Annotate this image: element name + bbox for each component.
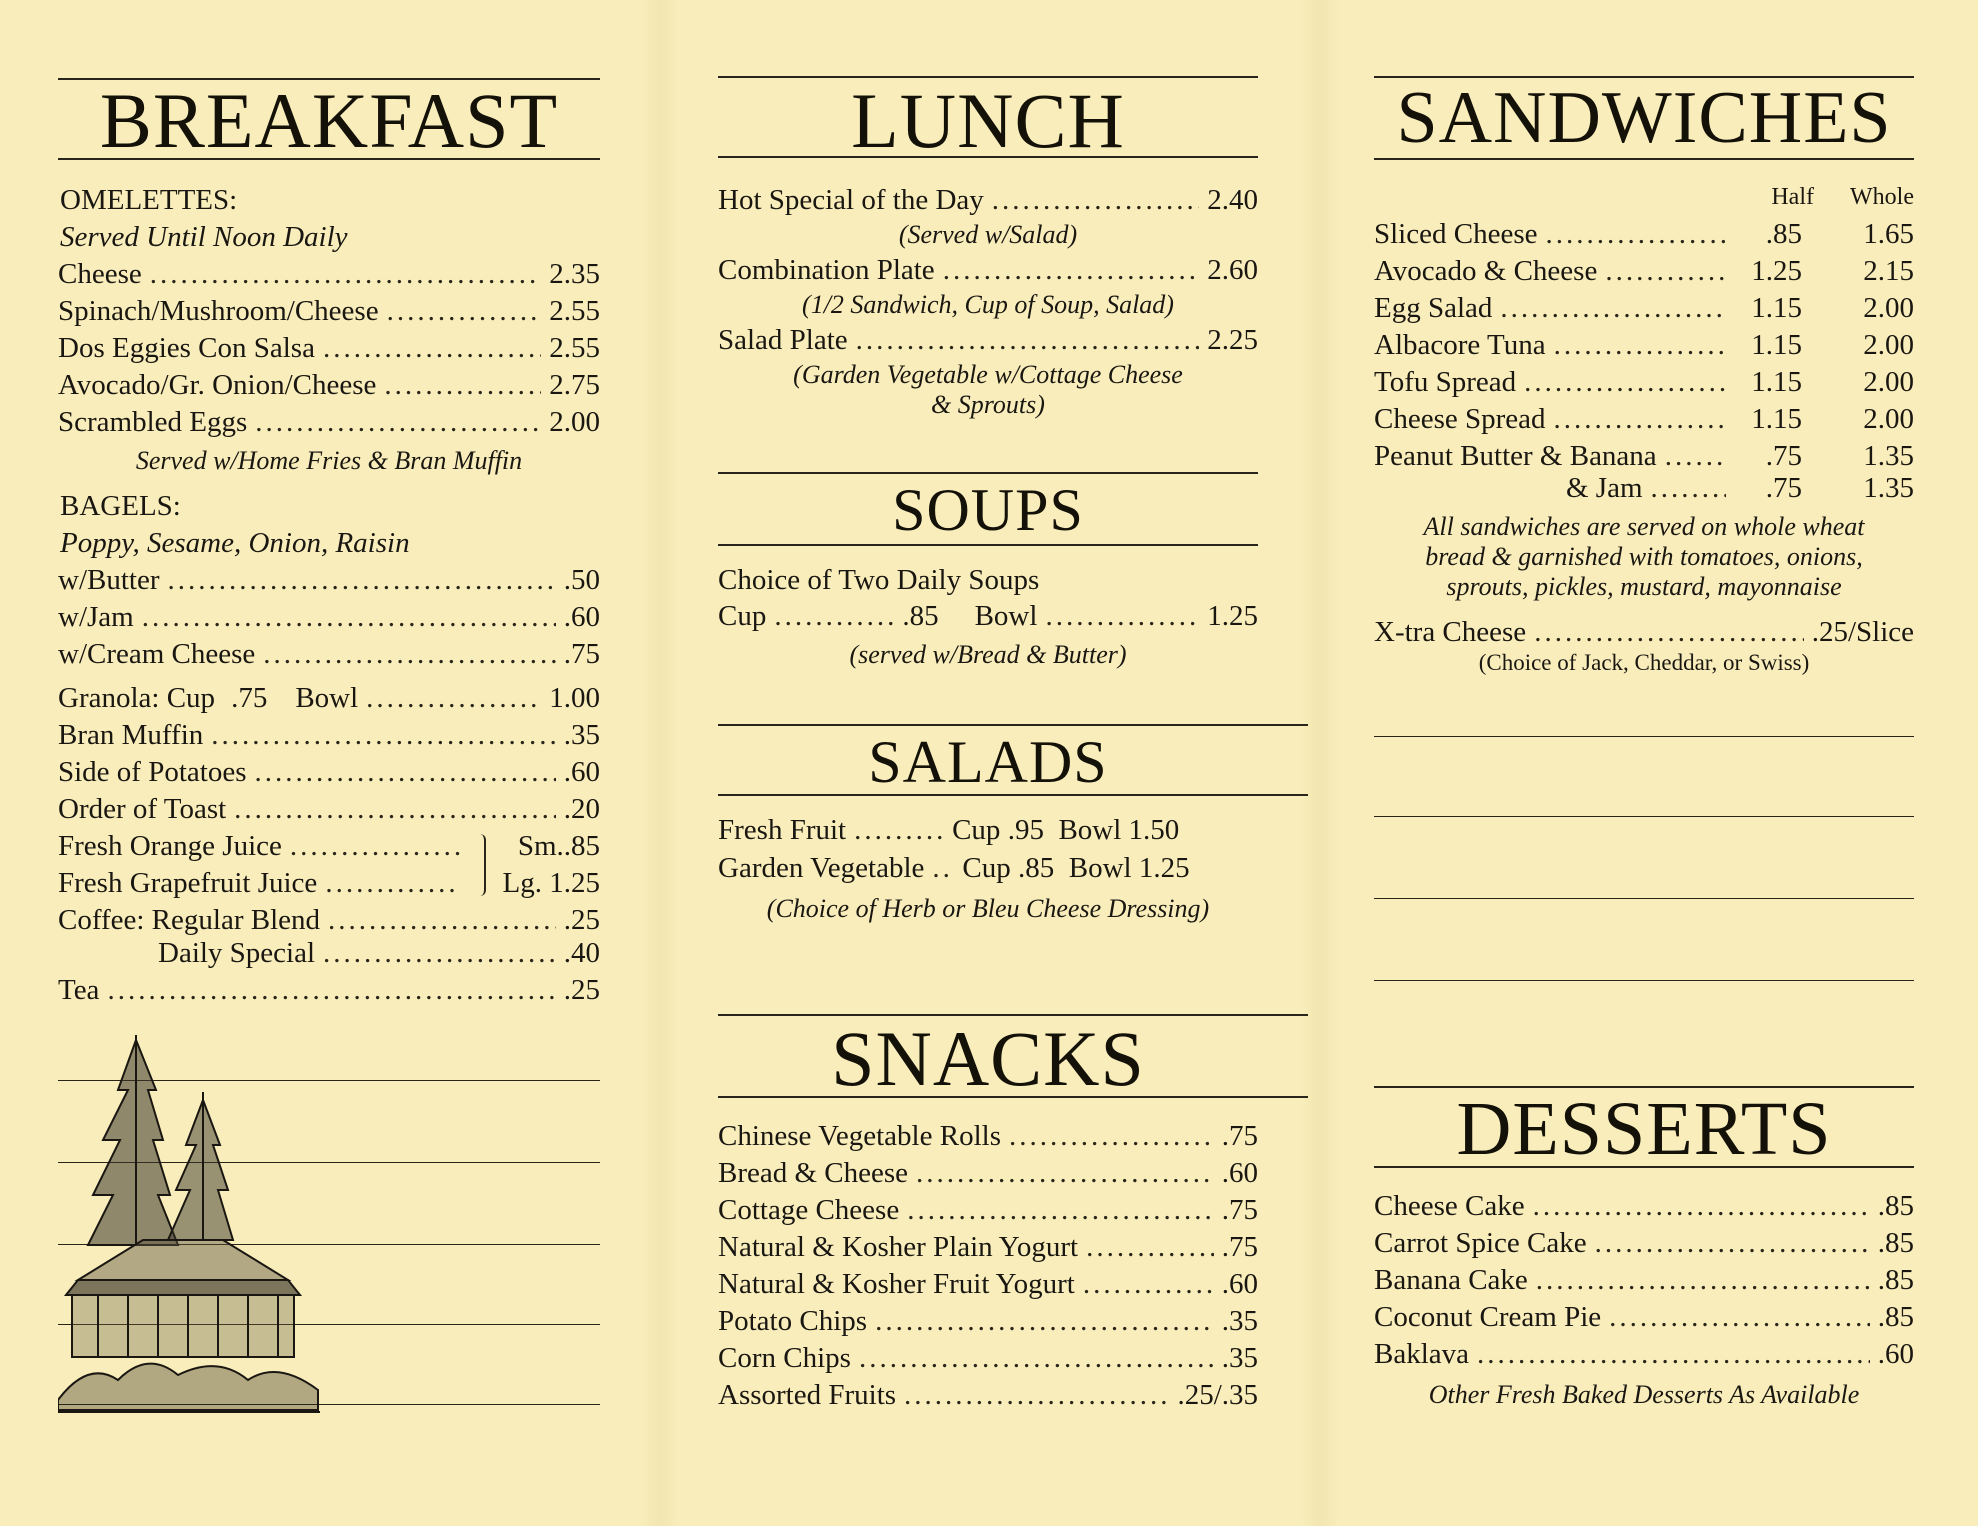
leader-dots: [323, 332, 541, 365]
soups-line: Choice of Two Daily Soups: [718, 564, 1040, 596]
menu-item: [58, 258, 600, 294]
leader-dots: [1534, 616, 1804, 649]
item-name: Fresh Grapefruit Juice: [58, 867, 318, 899]
salads-note: (Choice of Herb or Bleu Cheese Dressing): [766, 894, 1210, 923]
leader-dots: [1651, 472, 1726, 505]
item-price: .75: [1221, 1194, 1258, 1226]
leader-dots: [142, 601, 556, 634]
section-title: BREAKFAST: [99, 77, 559, 164]
juice-item: [58, 830, 468, 866]
leader-dots: [234, 793, 556, 826]
leader-dots: [1009, 1120, 1214, 1153]
whole-price: 2.00: [1863, 366, 1914, 398]
bowl-label: Bowl: [295, 682, 359, 714]
section-title: SNACKS: [831, 1015, 1145, 1102]
item-price: 2.60: [1207, 254, 1258, 286]
item-name: Peanut Butter & Banana: [1374, 440, 1657, 472]
fold-shade: [640, 0, 680, 1526]
cup-label: Cup: [718, 600, 767, 632]
leader-dots: [932, 852, 954, 885]
leader-dots: [907, 1194, 1214, 1227]
item-price: .85: [1877, 1190, 1914, 1222]
sandwich-item: [1374, 329, 1914, 365]
menu-item: [58, 564, 600, 600]
section-title: SANDWICHES: [1396, 77, 1892, 159]
leader-dots: [255, 406, 541, 439]
half-price: 1.15: [1751, 292, 1802, 324]
half-price: .75: [1765, 472, 1802, 504]
item-name: Fresh Orange Juice: [58, 830, 282, 862]
half-price: 1.15: [1751, 329, 1802, 361]
sandwich-item: [1374, 218, 1914, 254]
leader-dots: [387, 295, 542, 328]
item-name: Bran Muffin: [58, 719, 204, 751]
item-name: Fresh Fruit: [718, 814, 847, 846]
bagels-note: Poppy, Sesame, Onion, Raisin: [60, 527, 410, 559]
breakfast-panel: [58, 0, 600, 1526]
omelettes-served-note: Served w/Home Fries & Bran Muffin: [135, 446, 523, 475]
item-name: Cheese Spread: [1374, 403, 1546, 435]
item-name: Natural & Kosher Plain Yogurt: [718, 1231, 1079, 1263]
item-price: .35: [1221, 1342, 1258, 1374]
extra-note: (Choice of Jack, Cheddar, or Swiss): [1478, 650, 1810, 675]
item-name: X-tra Cheese: [1374, 616, 1527, 648]
sandwich-item: [1374, 366, 1914, 402]
menu-item: [1374, 1301, 1914, 1337]
leader-dots: [1554, 329, 1726, 362]
item-name: Egg Salad: [1374, 292, 1493, 324]
leader-dots: [323, 937, 556, 970]
item-price: 2.55: [549, 295, 600, 327]
half-price: .85: [1765, 218, 1802, 250]
menu-item: [718, 254, 1258, 290]
menu-item: [58, 638, 600, 674]
item-price: 2.35: [549, 258, 600, 290]
sandwich-item: [1566, 472, 1914, 508]
divider: [58, 158, 600, 160]
item-price: .75: [563, 638, 600, 670]
cup-label: Cup: [962, 852, 1011, 884]
menu-item: [58, 719, 600, 755]
sandwich-item: [1374, 440, 1914, 476]
whole-price: 1.35: [1863, 440, 1914, 472]
extra-item: [1374, 616, 1914, 652]
item-name: Avocado & Cheese: [1374, 255, 1598, 287]
item-name: & Jam: [1566, 472, 1643, 504]
cup-price: .75: [231, 682, 268, 714]
divider: [718, 544, 1258, 546]
blank-line: [1374, 816, 1914, 817]
leader-dots: [904, 1379, 1169, 1412]
item-name: Bread & Cheese: [718, 1157, 909, 1189]
juice-item: [58, 867, 468, 903]
leader-dots: [859, 1342, 1214, 1375]
leader-dots: [150, 258, 542, 291]
leader-dots: [328, 904, 556, 937]
item-note: (Served w/Salad): [898, 220, 1078, 249]
leader-dots: [1595, 1227, 1870, 1260]
item-name: Potato Chips: [718, 1305, 868, 1337]
juice-brace: [480, 834, 486, 896]
leader-dots: [1086, 1231, 1214, 1264]
item-name: Sliced Cheese: [1374, 218, 1538, 250]
item-name: Spinach/Mushroom/Cheese: [58, 295, 379, 327]
blank-line: [1374, 980, 1914, 981]
item-price: 2.00: [549, 406, 600, 438]
item-price: .85: [1877, 1227, 1914, 1259]
item-name: Tea: [58, 974, 100, 1006]
item-price: .85: [1877, 1301, 1914, 1333]
item-price: 2.40: [1207, 184, 1258, 216]
whole-price: 2.15: [1863, 255, 1914, 287]
half-price: 1.15: [1751, 403, 1802, 435]
salad-item: [718, 852, 1258, 888]
lunch-panel: [718, 0, 1258, 1526]
item-name: Hot Special of the Day: [718, 184, 984, 216]
blank-line: [1374, 898, 1914, 899]
menu-item: [1374, 1264, 1914, 1300]
leader-dots: [875, 1305, 1214, 1338]
menu-item: [58, 904, 600, 940]
item-name: Cheese: [58, 258, 142, 290]
menu-item: [1374, 1227, 1914, 1263]
item-price: .40: [563, 937, 600, 969]
cup-label: Cup: [952, 814, 1001, 846]
item-name: Tofu Spread: [1374, 366, 1517, 398]
whole-price: 1.35: [1863, 472, 1914, 504]
menu-item: [718, 1120, 1258, 1156]
menu-item: [718, 1231, 1258, 1267]
item-name: Albacore Tuna: [1374, 329, 1546, 361]
leader-dots: [1536, 1264, 1870, 1297]
cup-price: .95: [1007, 814, 1044, 846]
item-note: (1/2 Sandwich, Cup of Soup, Salad): [802, 290, 1174, 319]
menu-item: [58, 332, 600, 368]
desserts-note: Other Fresh Baked Desserts As Available: [1428, 1380, 1860, 1409]
item-price: .20: [563, 793, 600, 825]
divider: [718, 794, 1308, 796]
juice-size-price: [496, 867, 600, 900]
item-price: .25: [563, 974, 600, 1006]
omelettes-label: OMELETTES:: [60, 184, 238, 216]
item-name: w/Cream Cheese: [58, 638, 256, 670]
menu-item: [158, 937, 600, 973]
menu-item: [718, 1157, 1258, 1193]
item-price: .60: [1221, 1157, 1258, 1189]
menu-item: [58, 295, 600, 331]
tree-house-icon: [58, 1030, 328, 1420]
omelettes-note: Served Until Noon Daily: [60, 221, 348, 253]
menu-item: [1374, 1190, 1914, 1226]
soups-note: (served w/Bread & Butter): [849, 640, 1127, 669]
menu-item: [718, 1305, 1258, 1341]
half-price: 1.15: [1751, 366, 1802, 398]
leader-dots: [1524, 366, 1726, 399]
item-price: .50: [563, 564, 600, 596]
leader-dots: [1554, 403, 1726, 436]
item-price: .25/Slice: [1811, 616, 1914, 648]
item-name: w/Butter: [58, 564, 160, 596]
item-price: .25/.35: [1177, 1379, 1258, 1411]
leader-dots: [1477, 1338, 1870, 1371]
sandwiches-note: All sandwiches are served on whole wheat: [1423, 512, 1865, 541]
size-label: Lg.: [502, 867, 542, 899]
item-price: .60: [1221, 1268, 1258, 1300]
leader-dots: [366, 682, 541, 715]
item-name: Cottage Cheese: [718, 1194, 900, 1226]
divider: [718, 156, 1258, 158]
section-title: SALADS: [868, 729, 1108, 795]
cup-price: .85: [1018, 852, 1055, 884]
leader-dots: [1083, 1268, 1214, 1301]
item-price: .60: [1877, 1338, 1914, 1370]
bagels-label: BAGELS:: [60, 490, 181, 522]
bowl-price: 1.25: [1207, 600, 1258, 632]
item-name: Garden Vegetable: [718, 852, 925, 884]
item-name: Granola: Cup: [58, 682, 216, 714]
item-price: .35: [1221, 1305, 1258, 1337]
blank-line: [1374, 736, 1914, 737]
item-name: Banana Cake: [1374, 1264, 1528, 1296]
size-label: Sm.: [517, 830, 564, 862]
item-price: 2.55: [549, 332, 600, 364]
menu-item: [58, 756, 600, 792]
leader-dots: [916, 1157, 1214, 1190]
divider: [1374, 1166, 1914, 1168]
leader-dots: [854, 814, 944, 847]
item-name: Scrambled Eggs: [58, 406, 248, 438]
sandwich-item: [1374, 292, 1914, 328]
item-price: 1.25: [549, 867, 600, 899]
item-price: 2.25: [1207, 324, 1258, 356]
leader-dots: [290, 830, 460, 863]
item-name: Daily Special: [158, 937, 316, 969]
item-price: .60: [563, 756, 600, 788]
item-name: Carrot Spice Cake: [1374, 1227, 1587, 1259]
leader-dots: [168, 564, 556, 597]
item-name: Chinese Vegetable Rolls: [718, 1120, 1001, 1152]
menu-item: [58, 369, 600, 405]
sandwiches-panel: [1374, 0, 1914, 1526]
whole-col-header: Whole: [1850, 184, 1914, 210]
menu-item: [718, 1379, 1258, 1415]
item-name: Coffee: Regular Blend: [58, 904, 321, 936]
menu-item: [718, 324, 1258, 360]
bowl-price: 1.25: [1138, 852, 1190, 884]
leader-dots: [943, 254, 1200, 287]
leader-dots: [1500, 292, 1726, 325]
item-name: Coconut Cream Pie: [1374, 1301, 1602, 1333]
divider: [1374, 158, 1914, 160]
salad-item: [718, 814, 1258, 850]
half-price: .75: [1765, 440, 1802, 472]
item-price: .85: [1877, 1264, 1914, 1296]
divider: [718, 1096, 1308, 1098]
leader-dots: [384, 369, 541, 402]
sandwich-item: [1374, 255, 1914, 291]
leader-dots: [107, 974, 555, 1007]
menu-item: [58, 406, 600, 442]
menu-item: [718, 1268, 1258, 1304]
bowl-price: 1.00: [549, 682, 600, 714]
whole-price: 1.65: [1863, 218, 1914, 250]
leader-dots: [1533, 1190, 1870, 1223]
menu-item: [718, 1194, 1258, 1230]
item-name: Dos Eggies Con Salsa: [58, 332, 315, 364]
item-price: .75: [1221, 1231, 1258, 1263]
item-name: Assorted Fruits: [718, 1379, 897, 1411]
sandwich-item: [1374, 403, 1914, 439]
leader-dots: [255, 756, 556, 789]
item-name: Salad Plate: [718, 324, 848, 356]
leader-dots: [1605, 255, 1726, 288]
item-name: Side of Potatoes: [58, 756, 247, 788]
leader-dots: [263, 638, 555, 671]
bowl-label: Bowl: [1058, 814, 1122, 846]
item-name: Baklava: [1374, 1338, 1470, 1370]
item-price: .60: [563, 601, 600, 633]
item-name: w/Jam: [58, 601, 134, 633]
section-title: SOUPS: [892, 477, 1084, 543]
fold-shade: [1300, 0, 1340, 1526]
menu-item: [58, 601, 600, 637]
sandwiches-note: bread & garnished with tomatoes, onions,: [1425, 542, 1863, 571]
bowl-price: 1.50: [1128, 814, 1180, 846]
leader-dots: [774, 600, 894, 633]
leader-dots: [1045, 600, 1199, 633]
bowl-label: Bowl: [1068, 852, 1132, 884]
item-name: Avocado/Gr. Onion/Cheese: [58, 369, 377, 401]
section-title: LUNCH: [851, 77, 1125, 164]
item-name: Natural & Kosher Fruit Yogurt: [718, 1268, 1075, 1300]
item-price: 2.75: [549, 369, 600, 401]
leader-dots: [1609, 1301, 1870, 1334]
leader-dots: [211, 719, 555, 752]
item-note: & Sprouts): [931, 390, 1045, 419]
whole-price: 2.00: [1863, 403, 1914, 435]
item-price: .25: [563, 904, 600, 936]
item-price: .85: [563, 830, 600, 862]
item-name: Combination Plate: [718, 254, 935, 286]
menu-item: [58, 974, 600, 1010]
granola-item: [58, 682, 600, 718]
menu-item: [1374, 1338, 1914, 1374]
item-name: Corn Chips: [718, 1342, 851, 1374]
leader-dots: [1665, 440, 1726, 473]
item-note: (Garden Vegetable w/Cottage Cheese: [793, 360, 1183, 389]
half-price: 1.25: [1751, 255, 1802, 287]
divider: [718, 724, 1308, 726]
leader-dots: [1545, 218, 1726, 251]
whole-price: 2.00: [1863, 292, 1914, 324]
bowl-label: Bowl: [974, 600, 1038, 632]
item-price: .75: [1221, 1120, 1258, 1152]
item-price: .35: [563, 719, 600, 751]
menu-item: [58, 793, 600, 829]
juice-size-price: [496, 830, 600, 863]
menu-item: [718, 1342, 1258, 1378]
divider: [718, 472, 1258, 474]
item-name: Order of Toast: [58, 793, 227, 825]
menu-item: [718, 184, 1258, 220]
leader-dots: [856, 324, 1200, 357]
half-col-header: Half: [1771, 184, 1814, 210]
item-name: Cheese Cake: [1374, 1190, 1525, 1222]
leader-dots: [992, 184, 1199, 217]
leader-dots: [325, 867, 460, 900]
section-title: DESSERTS: [1456, 1087, 1832, 1171]
cup-price: .85: [902, 600, 939, 632]
whole-price: 2.00: [1863, 329, 1914, 361]
sandwiches-note: sprouts, pickles, mustard, mayonnaise: [1446, 572, 1842, 601]
soup-prices: [718, 600, 1258, 636]
